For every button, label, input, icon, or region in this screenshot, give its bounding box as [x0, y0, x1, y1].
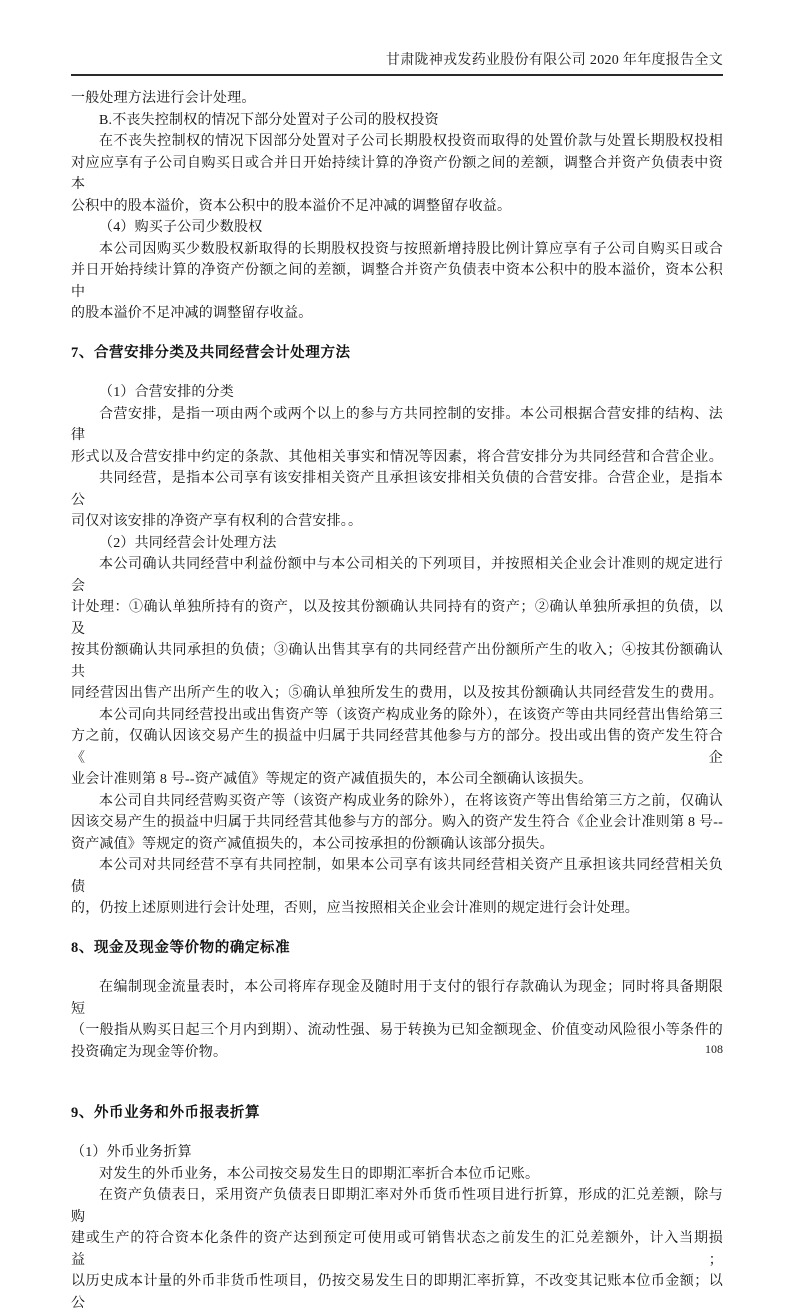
text-line: 本公司向共同经营投出或出售资产等（该资产构成业务的除外），在该资产等由共同经营出售给第三 — [99, 707, 723, 723]
text-line: 同经营因出售产出所产生的收入；⑤确认单独所发生的费用，以及按其份额确认共同经营发生的费用。 — [71, 686, 723, 701]
document-content — [71, 88, 723, 1314]
text-line: 在不丧失控制权的情况下因部分处置对子公司长期股权投资而取得的处置价款与处置长期股权投相 — [99, 134, 723, 149]
text-line: 业会计准则第 8 号--资产减值》等规定的资产减值损失的，本公司全额确认该损失。 — [71, 772, 593, 787]
text-line: 因该交易产生的损益中归属于共同经营其他参与方的部分。购入的资产发生符合《企业会计准则第 8 号-- — [71, 815, 723, 830]
text-line: 本公司对共同经营不享有共同控制，如果本公司享有该共同经营相关资产且承担该共同经营相关负债 — [71, 858, 723, 895]
text-line: 公积中的股本溢价，资本公积中的股本溢价不足冲减的调整留存收益。 — [71, 198, 512, 214]
text-line: 本公司确认共同经营中利益份额中与本公司相关的下列项目，并按照相关企业会计准则的规定进行会 — [71, 557, 723, 594]
text-line: B.不丧失控制权的情况下部分处置对子公司的股权投资 — [99, 112, 439, 128]
text-line: 形式以及合营安排中约定的条款、其他相关事实和情况等因素，将合营安排分为共同经营和合营企业。 — [71, 449, 723, 465]
section-heading: 9、外币业务和外币报表折算 — [71, 1104, 261, 1121]
text-line: 本公司因购买少数股权新取得的长期股权投资与按照新增持股比例计算应享有子公司自购买日或合 — [99, 241, 723, 257]
text-line: 合营安排，是指一项由两个或两个以上的参与方共同控制的安排。本公司根据合营安排的结构、法律 — [71, 406, 723, 443]
text-line: 对发生的外币业务，本公司按交易发生日的即期汇率折合本位币记账。 — [99, 1166, 540, 1182]
text-line: 本公司自共同经营购买资产等（该资产构成业务的除外），在将该资产等出售给第三方之前，仅确认 — [99, 793, 723, 809]
text-line: （4）购买子公司少数股权 — [99, 220, 263, 235]
text-line: （一般指从购买日起三个月内到期）、流动性强、易于转换为已知金额现金、价值变动风险很小等条件的 — [71, 1023, 723, 1038]
text-line: 对应应享有子公司自购买日或合并日开始持续计算的净资产份额之间的差额，调整合并资产负债表中资本 — [71, 155, 723, 192]
text-line: 的，仍按上述原则进行会计处理，否则，应当按照相关企业会计准则的规定进行会计处理。 — [71, 901, 639, 916]
header-title: 甘肃陇神戎发药业股份有限公司 2020 年年度报告全文 — [385, 53, 723, 68]
section-heading: 8、现金及现金等价物的确定标准 — [71, 939, 291, 956]
text-line: 并日开始持续计算的净资产份额之间的差额，调整合并资产负债表中资本公积中的股本溢价，资本公积中 — [71, 263, 723, 300]
text-line: 按其份额确认共同承担的负债；③确认出售其享有的共同经营产出份额所产生的收入；④按其份额确认共 — [71, 643, 723, 680]
text-line: 方之前，仅确认因该交易产生的损益中归属于共同经营其他参与方的部分。投出或出售的资产发生符合《企 — [71, 729, 723, 766]
page-footer — [71, 1040, 723, 1058]
text-line: 的股本溢价不足冲减的调整留存收益。 — [71, 306, 313, 321]
text-line: 资产减值》等规定的资产减值损失的，本公司按承担的份额确认该部分损失。 — [71, 836, 554, 852]
blank-line — [71, 1063, 723, 1085]
header-rule — [71, 74, 723, 76]
page-header — [71, 52, 723, 76]
text-line: 司仅对该安排的净资产享有权利的合营安排。。 — [71, 514, 363, 529]
text-line: 在编制现金流量表时，本公司将库存现金及随时用于支付的银行存款确认为现金；同时将具备期限短 — [71, 980, 723, 1017]
text-line: 建或生产的符合资本化条件的资产达到预定可使用或可销售状态之前发生的汇兑差额外，计入当期损益； — [71, 1231, 723, 1268]
section-heading: 7、合营安排分类及共同经营会计处理方法 — [71, 344, 351, 361]
text-line: 以历史成本计量的外币非货币性项目，仍按交易发生日的即期汇率折算，不改变其记账本位币金额；以公 — [71, 1274, 723, 1311]
text-line: 一般处理方法进行会计处理。 — [71, 91, 256, 106]
text-line: 在资产负债表日，采用资产负债表日即期汇率对外币货币性项目进行折算，形成的汇兑差额，除与购 — [71, 1188, 723, 1225]
text-line: （1）合营安排的分类 — [99, 385, 234, 400]
text-line: （1）外币业务折算 — [71, 1145, 192, 1160]
text-line: 计处理：①确认单独所持有的资产，以及按其份额确认共同持有的资产；②确认单独所承担的负债，以及 — [71, 600, 723, 637]
text-line: 共同经营，是指本公司享有该安排相关资产且承担该安排相关负债的合营安排。合营企业，是指本公 — [71, 471, 723, 508]
page-number: 108 — [705, 1042, 723, 1056]
text-line: （2）共同经营会计处理方法 — [99, 535, 277, 551]
text-line: 投资确定为现金等价物。 — [71, 1044, 228, 1060]
